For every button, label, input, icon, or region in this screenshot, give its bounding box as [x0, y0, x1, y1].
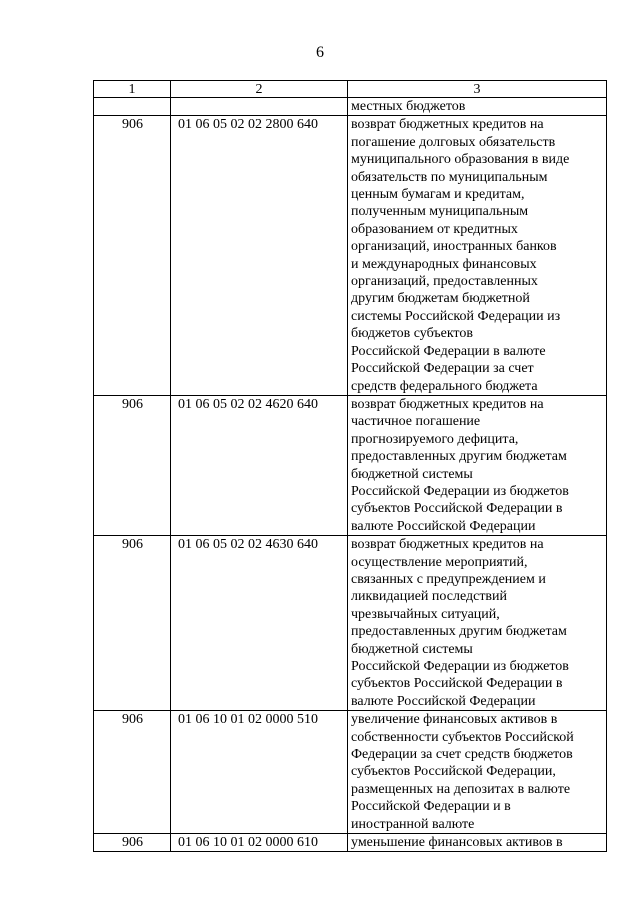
admin-code-cell: 906 [94, 834, 171, 852]
budget-classification-table [93, 80, 607, 852]
description-line: системы Российской Федерации из [351, 308, 561, 324]
table-row [94, 395, 607, 535]
description-cell [348, 395, 607, 535]
description-line: обязательств по муниципальным [351, 169, 548, 185]
description-cell [348, 711, 607, 834]
admin-code-cell: 906 [94, 711, 171, 834]
description-line: субъектов Российской Федерации в [351, 676, 563, 692]
description-line: бюджетной системы [351, 641, 473, 657]
header-col-3: 3 [348, 81, 607, 98]
description-line: субъектов Российской Федерации, [351, 764, 556, 780]
description-line: возврат бюджетных кредитов на [351, 537, 544, 553]
description-line: уменьшение финансовых активов в [351, 835, 563, 851]
description-line: валюте Российской Федерации [351, 693, 536, 709]
page-number: 6 [316, 44, 324, 61]
budget-code-cell: 01 06 05 02 02 4630 640 [171, 536, 348, 711]
description-line: связанных с предупреждением и [351, 571, 546, 587]
description-line: предоставленных другим бюджетам [351, 449, 567, 465]
description-cell [348, 834, 607, 852]
budget-code-cell: 01 06 10 01 02 0000 510 [171, 711, 348, 834]
header-col-1: 1 [94, 81, 171, 98]
description-line: ликвидацией последствий [351, 589, 508, 605]
description-line: чрезвычайных ситуаций, [351, 606, 500, 622]
description-line: прогнозируемого дефицита, [351, 431, 519, 447]
description-line: местных бюджетов [351, 99, 466, 114]
description-cell [348, 98, 607, 116]
description-line: предоставленных другим бюджетам [351, 624, 567, 640]
description-line: муниципального образования в виде [351, 152, 570, 168]
admin-code-cell: 906 [94, 395, 171, 535]
description-line: Российской Федерации и в [351, 799, 511, 815]
admin-code-cell: 906 [94, 116, 171, 396]
table-row [94, 116, 607, 396]
table-row [94, 711, 607, 834]
header-col-2: 2 [171, 81, 348, 98]
description-line: Российской Федерации за счет [351, 361, 534, 377]
budget-code-cell: 01 06 05 02 02 2800 640 [171, 116, 348, 396]
description-line: иностранной валюте [351, 816, 475, 832]
description-line: и международных финансовых [351, 256, 537, 272]
description-line: частичное погашение [351, 414, 481, 430]
description-line: бюджетов субъектов [351, 326, 473, 342]
description-line: организаций, иностранных банков [351, 239, 557, 255]
description-line: Российской Федерации из бюджетов [351, 659, 569, 674]
budget-code-cell: 01 06 05 02 02 4620 640 [171, 395, 348, 535]
table-row [94, 98, 607, 116]
description-line: размещенных на депозитах в валюте [351, 781, 571, 797]
description-line: полученным муниципальным [351, 204, 529, 220]
description-line: организаций, предоставленных [351, 274, 538, 290]
description-line: бюджетной системы [351, 466, 473, 482]
description-line: возврат бюджетных кредитов на [351, 117, 544, 133]
description-cell [348, 116, 607, 396]
description-line: Российской Федерации в валюте [351, 343, 546, 359]
description-cell [348, 536, 607, 711]
description-line: Российской Федерации из бюджетов [351, 483, 569, 499]
description-line: возврат бюджетных кредитов на [351, 396, 544, 412]
description-line: осуществление мероприятий, [351, 554, 528, 570]
budget-code-cell: 01 06 10 01 02 0000 610 [171, 834, 348, 852]
admin-code-cell [94, 98, 171, 116]
description-line: собственности субъектов Российской [351, 729, 574, 745]
table-row [94, 834, 607, 852]
budget-code-cell [171, 98, 348, 116]
description-line: образованием от кредитных [351, 221, 518, 237]
description-line: ценным бумагам и кредитам, [351, 187, 525, 203]
description-line: погашение долговых обязательств [351, 134, 556, 150]
table-row [94, 536, 607, 711]
description-line: Федерации за счет средств бюджетов [351, 747, 573, 763]
table-body [94, 98, 607, 852]
admin-code-cell: 906 [94, 536, 171, 711]
description-line: валюте Российской Федерации [351, 518, 536, 534]
description-line: субъектов Российской Федерации в [351, 501, 563, 517]
description-line: средств федерального бюджета [351, 378, 538, 394]
description-line: другим бюджетам бюджетной [351, 291, 530, 307]
description-line: увеличение финансовых активов в [351, 712, 558, 728]
table-header-row [94, 81, 607, 98]
